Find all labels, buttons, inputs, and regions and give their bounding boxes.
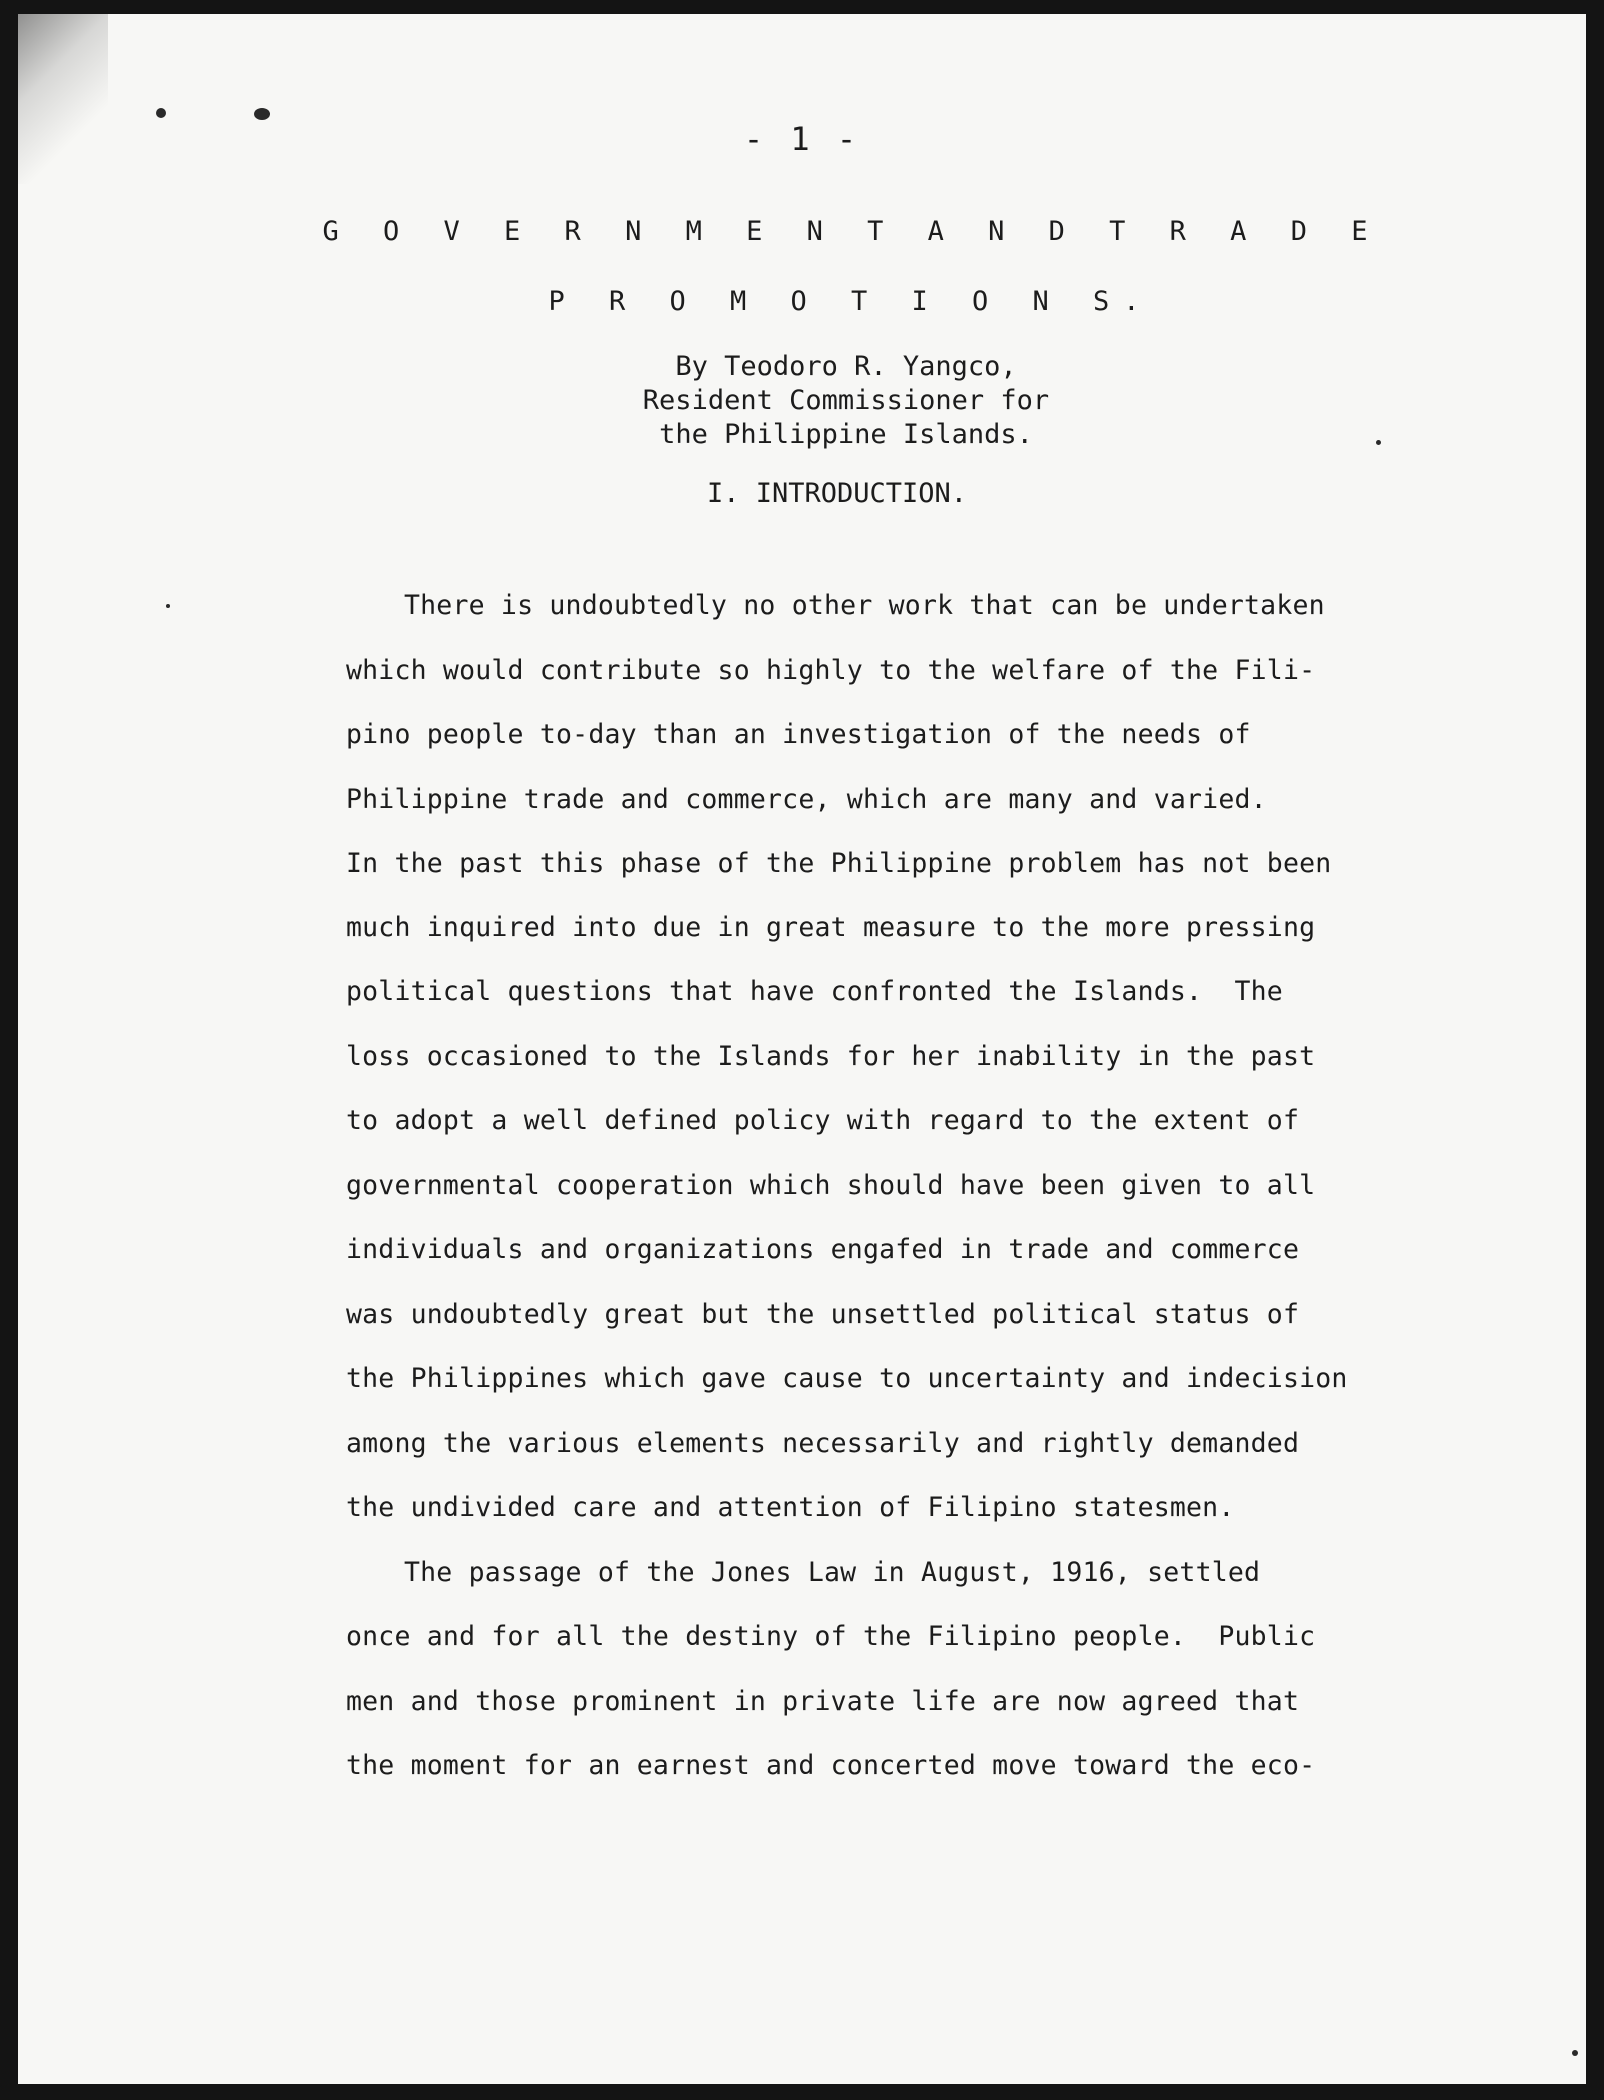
paragraph-line: governmental cooperation which should have been given to all bbox=[346, 1170, 1316, 1201]
scan-corner-shadow bbox=[18, 14, 108, 184]
paragraph-line: the undivided care and attention of Filipino statesmen. bbox=[346, 1492, 1235, 1523]
paragraph-line: the moment for an earnest and concerted move toward the eco- bbox=[346, 1750, 1316, 1781]
paragraph-line: much inquired into due in great measure to the more pressing bbox=[346, 912, 1316, 943]
page-number: - 1 - bbox=[743, 120, 861, 158]
paragraph-line: individuals and organizations engafed in trade and commerce bbox=[346, 1234, 1300, 1265]
paragraph-line: men and those prominent in private life are now agreed that bbox=[346, 1686, 1300, 1717]
paragraph-line: was undoubtedly great but the unsettled political status of bbox=[346, 1299, 1300, 1330]
paragraph-line: among the various elements necessarily and rightly demanded bbox=[346, 1428, 1300, 1459]
scan-speck bbox=[156, 108, 166, 118]
paragraph-line: the Philippines which gave cause to uncertainty and indecision bbox=[346, 1363, 1348, 1394]
paragraph-line: to adopt a well defined policy with regard to the extent of bbox=[346, 1105, 1300, 1136]
scan-speck bbox=[1572, 2050, 1578, 2056]
paragraph-line: There is undoubtedly no other work that can be undertaken bbox=[404, 590, 1325, 621]
paragraph-line: which would contribute so highly to the welfare of the Fili- bbox=[346, 655, 1316, 686]
paragraph-line: The passage of the Jones Law in August, 1916, settled bbox=[404, 1557, 1261, 1588]
document-title-line-2: P R O M O T I O N S. bbox=[548, 286, 1154, 317]
scan-speck bbox=[254, 108, 270, 120]
paragraph-line: pino people to-day than an investigation of the needs of bbox=[346, 719, 1251, 750]
document-title-line-1: G O V E R N M E N T A N D T R A D E bbox=[322, 216, 1382, 247]
paragraph-line: In the past this phase of the Philippine problem has not been bbox=[346, 848, 1332, 879]
byline-position: Resident Commissioner for bbox=[642, 385, 1050, 416]
paragraph-line: Philippine trade and commerce, which are many and varied. bbox=[346, 784, 1267, 815]
scan-speck bbox=[166, 604, 170, 608]
byline-affiliation: the Philippine Islands. bbox=[659, 419, 1033, 450]
paragraph-line: loss occasioned to the Islands for her inability in the past bbox=[346, 1041, 1316, 1072]
document-page bbox=[18, 14, 1586, 2084]
section-heading: I. INTRODUCTION. bbox=[706, 478, 968, 509]
paragraph-line: once and for all the destiny of the Filipino people. Public bbox=[346, 1621, 1316, 1652]
byline-author: By Teodoro R. Yangco, bbox=[675, 351, 1017, 382]
paragraph-line: political questions that have confronted the Islands. The bbox=[346, 976, 1283, 1007]
